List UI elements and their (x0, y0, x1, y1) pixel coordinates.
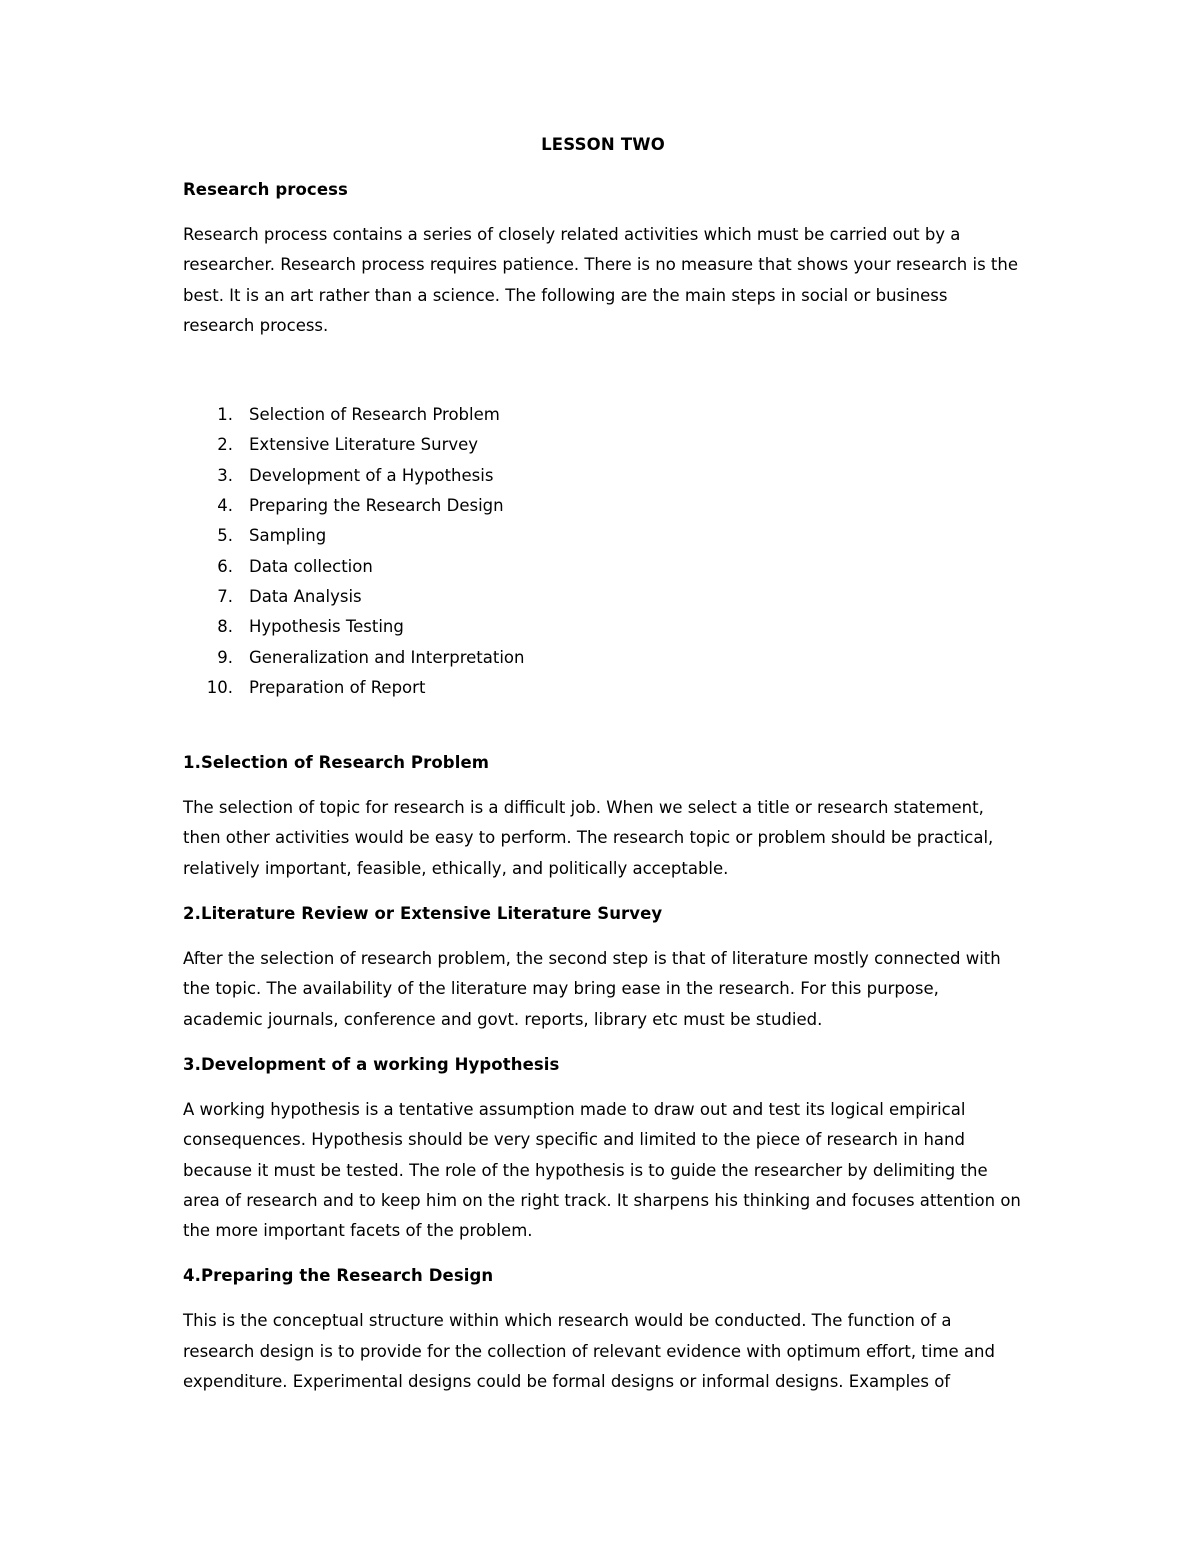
list-item: 1. Selection of Research Problem (217, 405, 500, 425)
section-heading-4: 4.Preparing the Research Design (183, 1266, 494, 1286)
list-item: 3. Development of a Hypothesis (217, 465, 494, 485)
list-item: 5. Sampling (217, 526, 327, 546)
section-heading-2: 2.Literature Review or Extensive Literature Survey (183, 904, 663, 924)
section-paragraph-1: The selection of topic for research is a difficult job. When we select a title or research statement, then other activities would be easy to perform. The research topic or problem should be practical, relatively important, feasible, ethically, and politically acceptable. (183, 798, 994, 878)
steps-list (183, 400, 1023, 703)
document-content (183, 130, 1023, 1397)
intro-paragraph: Research process contains a series of closely related activities which must be carried out by a researcher. Research process requires patience. There is no measure that shows your research is the best. It is an art rather than a science. The following are the main steps in social or business research process. (183, 225, 1018, 335)
list-item: 6. Data collection (217, 556, 373, 576)
list-item: 7. Data Analysis (217, 586, 362, 606)
section-paragraph-4: This is the conceptual structure within which research would be conducted. The function of a research design is to provide for the collection of relevant evidence with optimum effort, time and expenditure. Experimental designs could be formal designs or informal designs. Examples of (183, 1311, 995, 1392)
list-item: 2. Extensive Literature Survey (217, 435, 479, 455)
list-item: 10. Preparation of Report (206, 677, 426, 697)
list-item: 4. Preparing the Research Design (217, 496, 504, 516)
section-heading-1: 1.Selection of Research Problem (183, 753, 490, 773)
intro-heading: Research process (183, 180, 348, 199)
section-paragraph-2: After the selection of research problem, the second step is that of literature mostly connected with the topic. The availability of the literature may bring ease in the research. For this purpose, academic journals, conference and govt. reports, library etc must be studied. (183, 949, 1001, 1029)
list-item: 8. Hypothesis Testing (217, 617, 404, 637)
page-title: LESSON TWO (541, 135, 665, 154)
section-paragraph-3: A working hypothesis is a tentative assumption made to draw out and test its logical empirical consequences. Hypothesis should be very specific and limited to the piece of research in hand because it must be tested. The role of the hypothesis is to guide the researcher by delimiting the area of research and to keep him on the right track. It sharpens his thinking and focuses attention on the more important facets of the problem. (183, 1099, 1021, 1241)
section-heading-3: 3.Development of a working Hypothesis (183, 1054, 560, 1074)
list-item: 9. Generalization and Interpretation (217, 647, 525, 667)
